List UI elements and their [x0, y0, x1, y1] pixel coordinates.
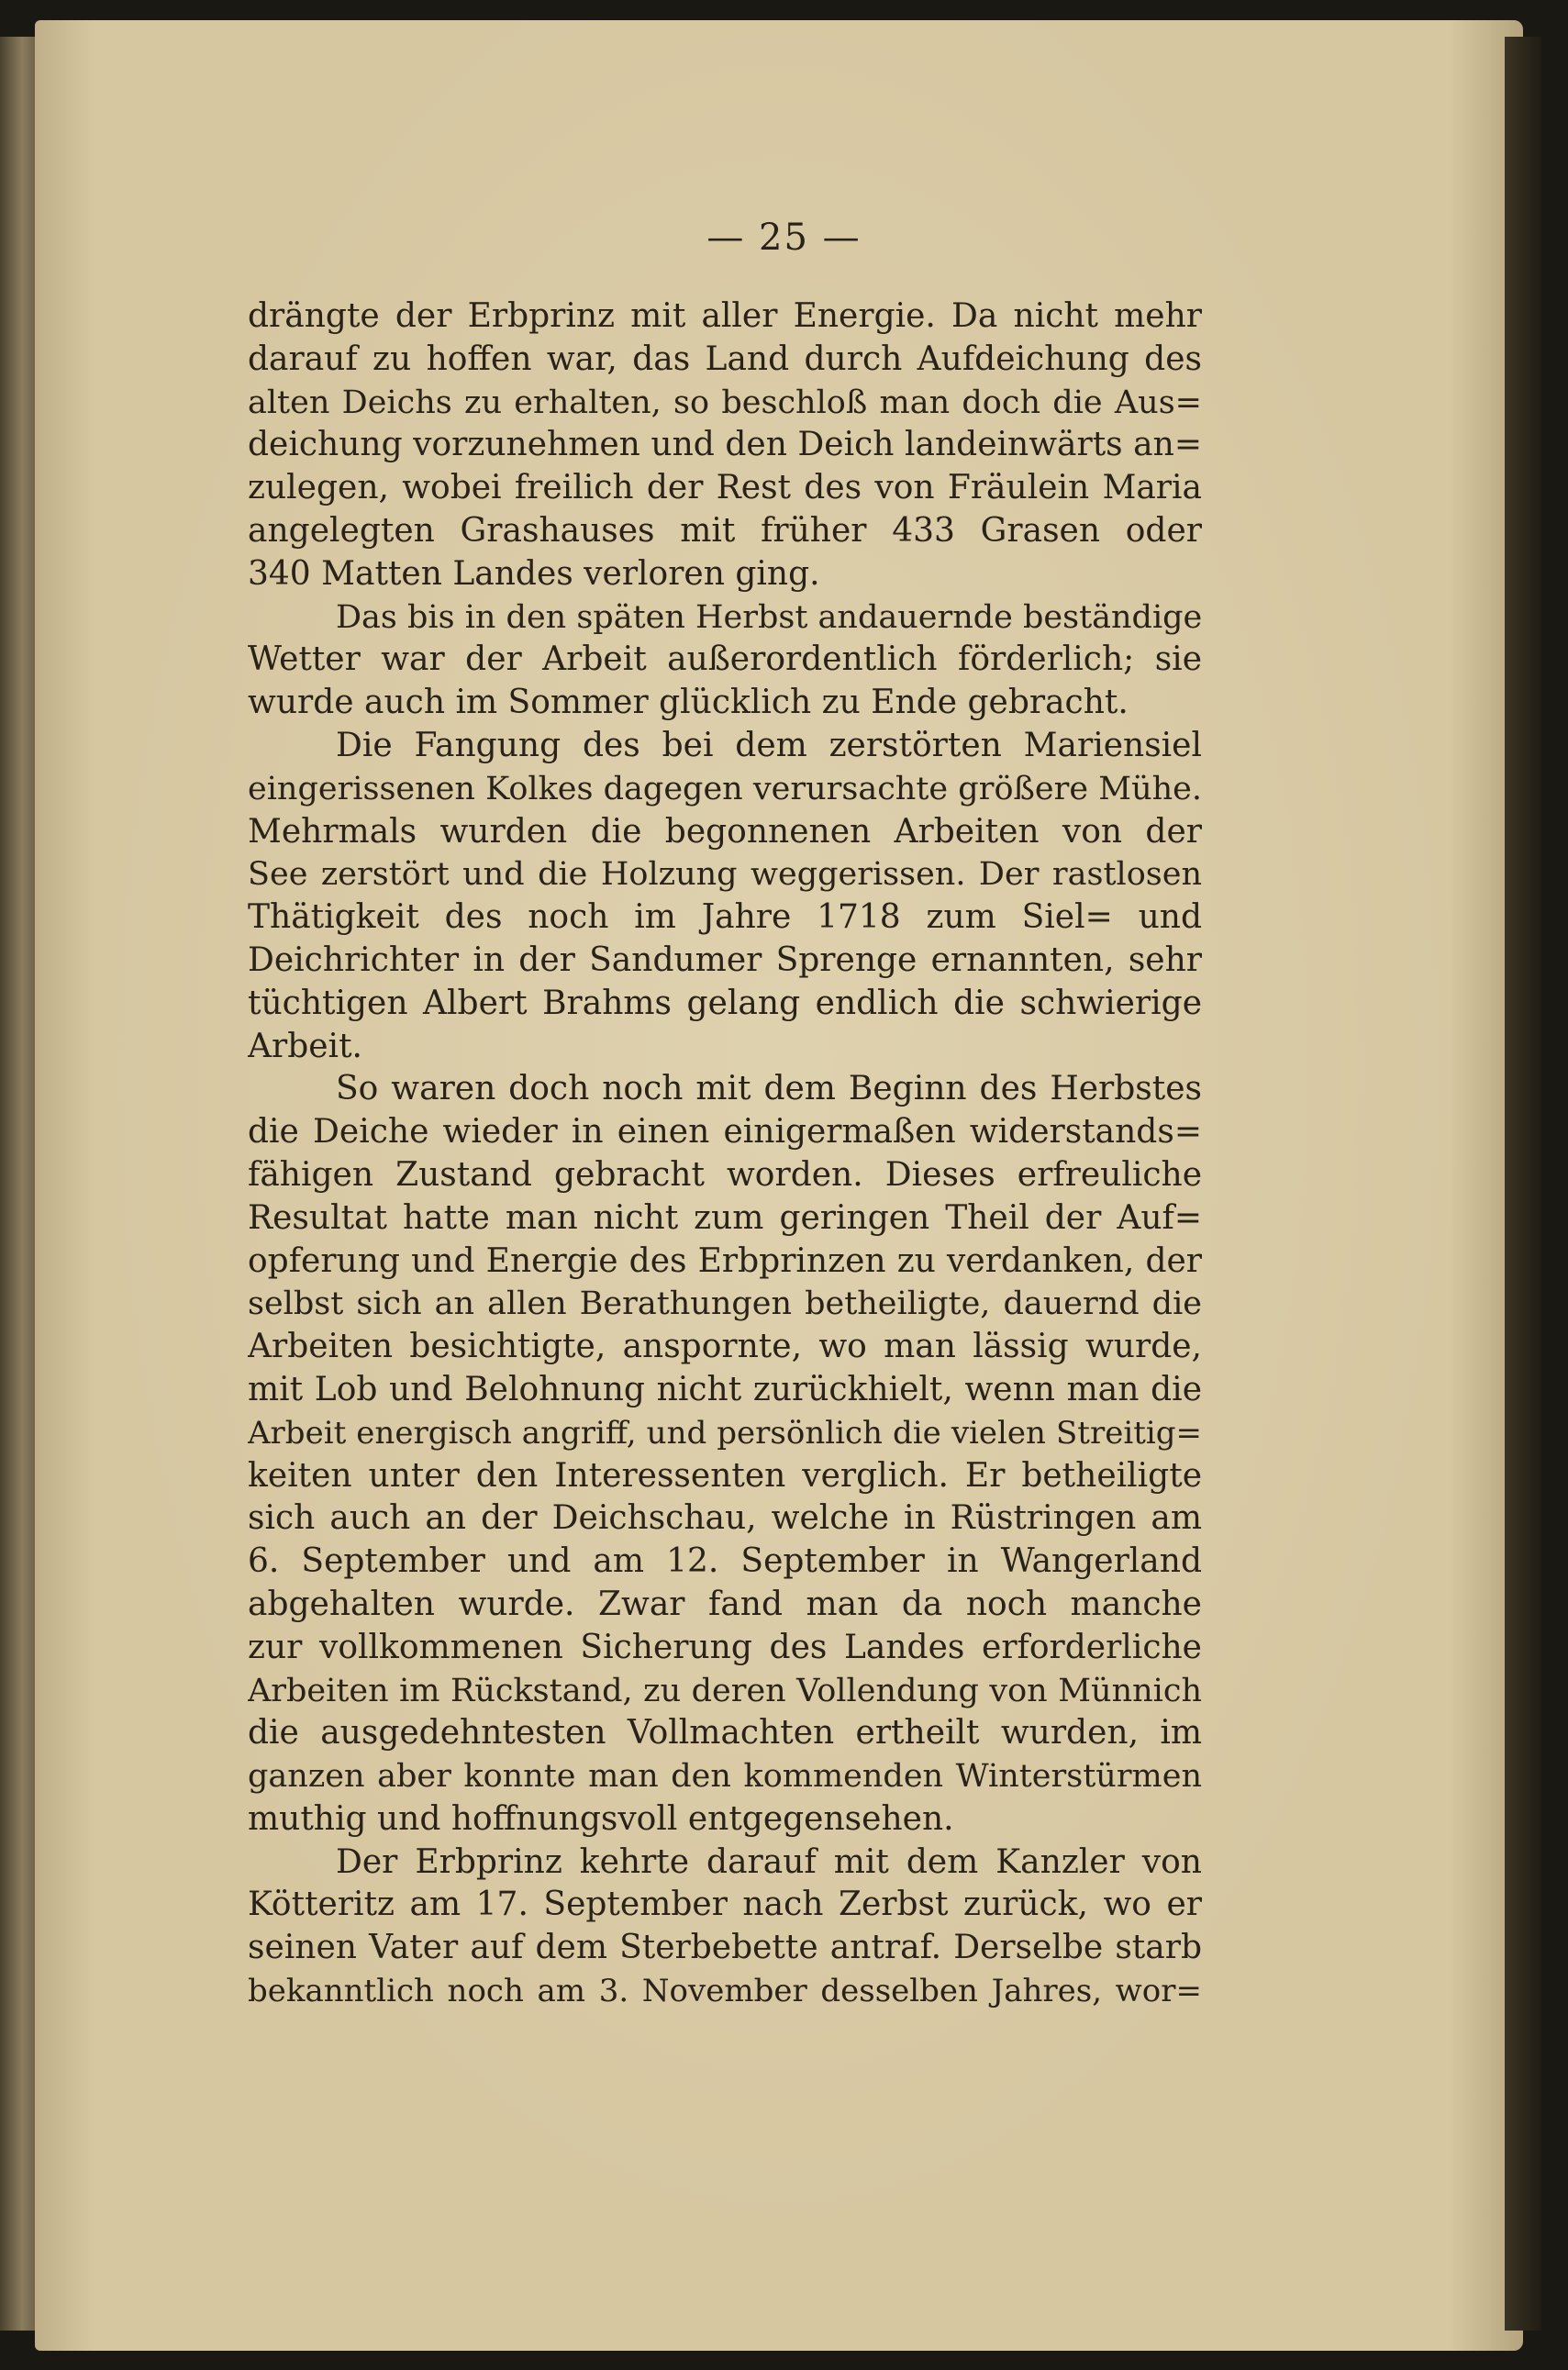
text-line: die Deiche wieder in einen einigermaßen widerstands=: [248, 1113, 1202, 1152]
text-line: darauf zu hoffen war, das Land durch Aufdeichung des: [248, 339, 1202, 378]
left-page-edge: [0, 37, 37, 2331]
text-line: Der Erbprinz kehrte darauf mit dem Kanzler von: [336, 1842, 1202, 1881]
text-line: Thätigkeit des noch im Jahre 1718 zum Siel= und: [248, 898, 1202, 937]
text-line: Deichrichter in der Sandumer Sprenge ernannten, sehr: [248, 940, 1202, 979]
text-line: keiten unter den Interessenten verglich. Er betheiligte: [248, 1456, 1202, 1495]
text-line: bekanntlich noch am 3. November desselben Jahres, wor=: [248, 1973, 1202, 2010]
text-line: tüchtigen Albert Brahms gelang endlich die schwierige: [248, 984, 1202, 1022]
text-line: So waren doch noch mit dem Beginn des Herbstes: [336, 1070, 1202, 1108]
text-line: ganzen aber konnte man den kommenden Winterstürmen: [248, 1758, 1202, 1796]
text-line: sich auch an der Deichschau, welche in Rüstringen am: [248, 1499, 1202, 1538]
text-line: selbst sich an allen Berathungen betheiligte, dauernd die: [248, 1285, 1202, 1323]
text-line: Die Fangung des bei dem zerstörten Mariensiel: [336, 726, 1202, 764]
text-line: See zerstört und die Holzung weggerissen. Der rastlosen: [248, 856, 1202, 894]
text-line: mit Lob und Belohnung nicht zurückhielt, wenn man die: [248, 1370, 1202, 1408]
text-line: Kötteritz am 17. September nach Zerbst zurück, wo er: [248, 1886, 1202, 1924]
page-number: — 25 —: [706, 217, 862, 259]
book-spine: [1505, 37, 1541, 2331]
text-line: drängte der Erbprinz mit aller Energie. Da nicht mehr: [248, 297, 1202, 335]
text-line: Wetter war der Arbeit außerordentlich förderlich; sie: [248, 640, 1202, 679]
text-line: 340 Matten Landes verloren ging.: [248, 554, 820, 593]
text-line: muthig und hoffnungsvoll entgegensehen.: [248, 1799, 954, 1838]
text-line: Mehrmals wurden die begonnenen Arbeiten von der: [248, 812, 1202, 851]
text-line: Das bis in den späten Herbst andauernde beständige: [336, 598, 1202, 636]
text-line: opferung und Energie des Erbprinzen zu verdanken, der: [248, 1241, 1202, 1280]
text-line: fähigen Zustand gebracht worden. Dieses erfreuliche: [248, 1155, 1202, 1194]
text-line: wurde auch im Sommer glücklich zu Ende gebracht.: [248, 684, 1129, 722]
text-line: Arbeit energisch angriff, und persönlich die vielen Streitig=: [248, 1414, 1202, 1452]
text-line: deichung vorzunehmen und den Deich landeinwärts an=: [248, 426, 1202, 464]
body-text: [248, 295, 1202, 2013]
text-line: Resultat hatte man nicht zum geringen Theil der Auf=: [248, 1198, 1202, 1237]
text-line: zulegen, wobei freilich der Rest des von Fräulein Maria: [248, 469, 1202, 507]
text-line: abgehalten wurde. Zwar fand man da noch manche: [248, 1585, 1202, 1623]
text-line: alten Deichs zu erhalten, so beschloß man doch die Aus=: [248, 384, 1202, 421]
text-line: angelegten Grashauses mit früher 433 Grasen oder: [248, 511, 1202, 550]
text-line: eingerissenen Kolkes dagegen verursachte größere Mühe.: [248, 770, 1202, 807]
text-line: seinen Vater auf dem Sterbebette antraf. Derselbe starb: [248, 1929, 1202, 1967]
text-line: Arbeit.: [248, 1027, 362, 1065]
text-line: Arbeiten im Rückstand, zu deren Vollendung von Münnich: [248, 1672, 1202, 1709]
text-line: 6. September und am 12. September in Wangerland: [248, 1542, 1202, 1581]
text-line: die ausgedehntesten Vollmachten ertheilt wurden, im: [248, 1714, 1202, 1752]
text-line: zur vollkommenen Sicherung des Landes erforderliche: [248, 1628, 1202, 1666]
text-line: Arbeiten besichtigte, anspornte, wo man lässig wurde,: [248, 1328, 1202, 1366]
